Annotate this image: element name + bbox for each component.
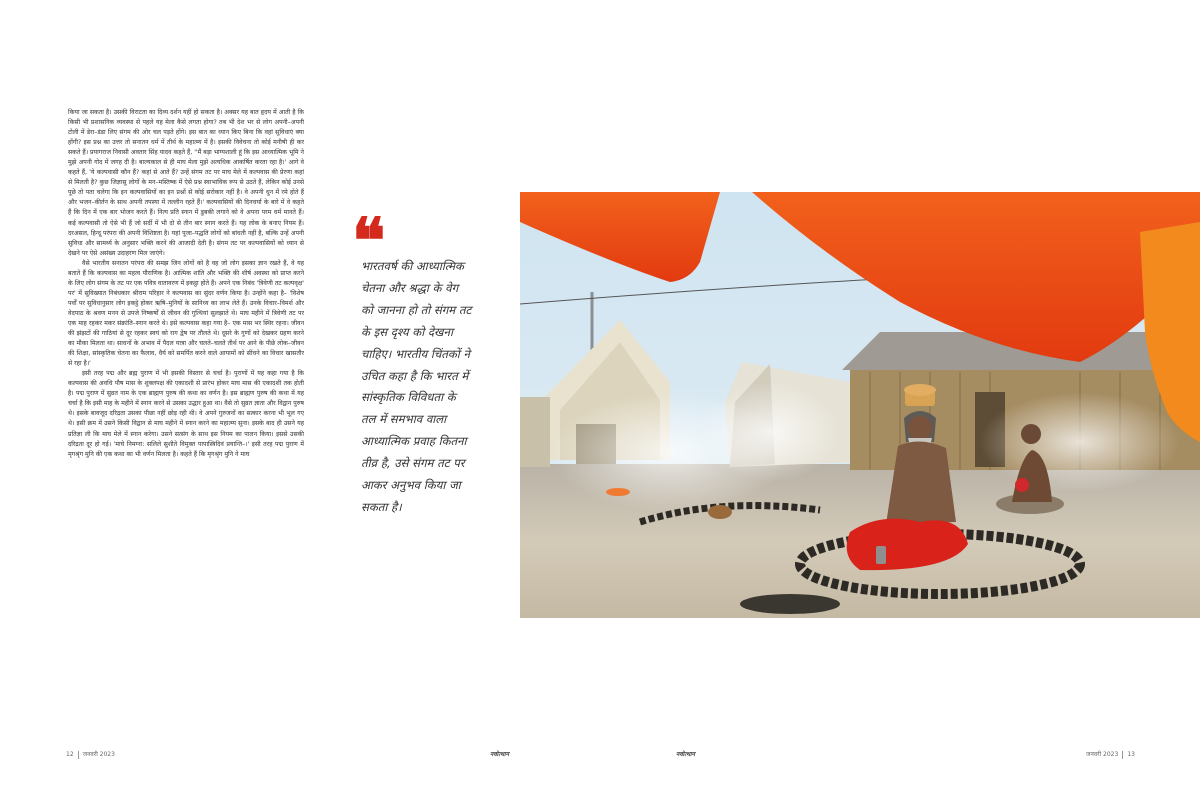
clay-pot [708, 505, 732, 519]
issue-date-right: जनवरी 2023 [1086, 751, 1119, 758]
page-number-right: 13 [1127, 751, 1135, 758]
pull-quote: भारतवर्ष की आध्यात्मिक चेतना और श्रद्धा के वेग को जानना हो तो संगम तट के इस दृश्य को देखना चाहिए। भारतीय चिंतकों ने उचित कहा है कि भारत में सांस्कृतिक विविधता के तल में समभाव वाला आध्यात्मिक प्रवाह कितना तीव्र है, उसे संगम तट पर आकर अनुभव किया जा सकता है। [361, 259, 472, 514]
smoke [700, 382, 840, 482]
quote-mark-icon: ❝ [352, 204, 386, 277]
folio-divider [78, 751, 79, 759]
smoke [980, 392, 1180, 492]
magazine-brand-right: नवोत्थान [676, 751, 695, 758]
ash-patch [740, 594, 840, 614]
fire-glow [606, 488, 630, 496]
magazine-brand-left: नवोत्थान [490, 751, 509, 758]
issue-date-left: जनवरी 2023 [82, 751, 115, 758]
page-number-left: 12 [66, 751, 74, 758]
article-paragraph: इसी तरह पद्म और ब्रह्म पुराण में भी इसकी विस्तार से चर्चा है। पुराणों में यह कहा गया है कि कल्पवास की अवधि पौष मास के शुक्लपक्ष की एकादशी से प्रारंभ होकर माघ मास की एकादशी तक होती है। पद्म पुराण में सुव्रत नाम के एक ब्राह्मण पुरुष की कथा का वर्णन है। इस ब्राह्मण पुरुष की कथा में यह चर्चा है कि इसी माह के महीने में स्नान करने से उसका उद्धार हुआ था। वैसे तो सुव्रत ज्ञाता और विद्वान पुरुष थे। इसके बावजूद दरिद्रता उसका पीछा नहीं छोड़ रही थी। वे अपने गुरुजनों का सत्कार करना भी भूल गए थे। इसी क्रम में उसने किसी विद्वान से माघ महीने में स्नान करने का महात्म्य सुना। इसके बाद ही उसने यह प्रतिज्ञा ली कि माघ मेले में स्नान करेगा। उसने सत्संग के साथ इस नियम का पालन किया। इससे उसकी दरिद्रता दूर हो गई। 'माघे निमग्ना: सलिले सुशीते विमुक्त पापास्त्रिदिवं प्रयान्ति–।' इसी तरह पद्म पुराण में मृगश्रृंग मुनि की एक कथा का भी वर्णन मिलता है। कहते हैं कि मृगश्रृंग मुनि ने माघ [68, 370, 304, 458]
folio-right [1086, 750, 1135, 759]
article-body-column [68, 108, 304, 720]
article-paragraph: किया जा सकता है। उसकी विराटता का दिव्य दर्शन यहीं हो सकता है। अक्सर यह बात हृदय में आती है कि किसी भी प्रशासनिक व्यवस्था से पहले यह मेला कैसे लगता होगा? तब भी देश भर से लोग अपनी–अपनी टोली में डेरा–डंडा लिए संगम की ओर चल पड़ते होंगे। इस बात का ध्यान किए बिना कि वहां सुविधाएं क्या होंगी? इस प्रश्न का उत्तर तो सनातन धर्म में तीर्थ के महात्म्य में है। इसकी विवेचना तो कोई मनीषी ही कर सकते हैं। प्रयागराज निवासी अवतार सिंह यादव कहते हैं, ''मैं बड़ा भाग्यशाली हूं कि इस आध्यात्मिक भूमि ने मुझे अपनी गोद में जगह दी है। बाल्यकाल से ही माघ मेला मुझे अत्यधिक आकर्षित करता रहा है।' आगे वे कहते हैं, 'ये कल्पवासी कौन हैं? कहां से आते हैं? उन्हें संगम तट पर माघ मेले में कल्पवास की प्रेरणा कहां से मिलती है? कुछ जिज्ञासु लोगों के मन–मस्तिष्क में ऐसे प्रश्न स्वाभाविक रूप से उठते हैं, लेकिन कोई उनसे पूछे तो पता चलेगा कि इन कल्पवासियों का इन प्रश्नों से कोई सरोकार नहीं है। वे अपनी धुन में रमे होते हैं और भजन–कीर्तन के साथ अपनी तपस्या में तल्लीन रहते हैं।' कल्पवासियों की दिनचर्या के बारे में वे कहते हैं कि दिन में एक बार भोजन करते हैं। नित्य प्रति स्नान में डुबकी लगाने को वे अपना परम धर्म मानते हैं। कई कल्पवासी तो ऐसे भी हैं जो सर्दी में भी दो से तीन बार स्नान करते हैं। यह लोक के बनाए नियम हैं। दरअसल, हिन्दू परंपरा की अपनी विशिष्टता है। यहां पूजा–पद्धति लोगों को बांधती नहीं है, बल्कि उन्हें अपनी सुविधा और सामर्थ्य के अनुसार भक्ति करने की आजादी देती है। संगम तट पर कल्पवासियों को ध्यान से देखने पर ऐसे असंख्य उदाहरण मिल जाएंगे। [68, 109, 304, 257]
sadhu-meditation-photo [520, 192, 1200, 618]
folio-divider [1122, 751, 1123, 759]
folio-left [66, 750, 115, 759]
article-paragraph: वैसे भारतीय सनातन परंपरा की समझ जिन लोगों को है वह जो लोग इसका ज्ञान रखते हैं, वे यह बताते हैं कि कल्पवास का महत्व पौराणिक है। आत्मिक शांति और भक्ति की शीर्ष अवस्था को प्राप्त करने के लिए लोग संगम के तट पर एक पवित्र वातावरण में इकट्ठा होते हैं। अपने एक निबंध 'त्रिवेणी तट कल्पवृक्ष' पर' में सुविख्यात निबंधकार श्रीराम परिहार ने कल्पवास का सुंदर वर्णन किया है। उन्होंने कहा है– 'विशेष पर्वों पर सुविधानुसार लोग इकट्ठे होकर ऋषि–मुनियों के सानिध्य का लाभ लेते हैं। उनके विचार–विमर्श और वेदपाठ के श्रवण मनन से उपजे निष्कर्षों से जीवन की गुत्थियां सुलझाते थे। माघ महीने में त्रिवेणी तट पर एक माह रहकर मकर संक्रांति–स्नान करते थे। इसे कल्पवास कहा गया है– एक मास भर स्थिर रहना। जीवन की झंझटों की गाठियां से दूर रहकर स्वयं को राग द्वेष पर तौलते थे। दूसरे के गुणों को देखकर ग्रहण करने का मौका मिलता था। साधनों के अभाव में पैदल यात्रा और चलते–चलते तीर्थ पर आने के पीछे लोक–जीवन की शिक्षा, सांस्कृतिक चेतना का फैलाव, धैर्य को समर्पित करने वाले आयामों को सींचने का विचार खासतौर से रहा है।' [68, 259, 304, 368]
